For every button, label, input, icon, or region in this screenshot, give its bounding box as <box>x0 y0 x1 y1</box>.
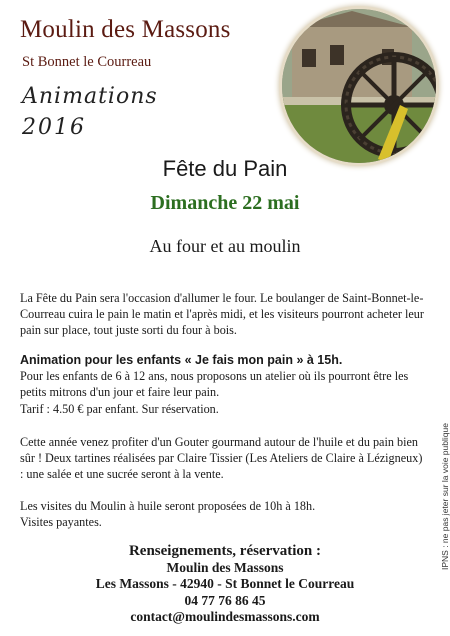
mill-photo <box>279 6 439 166</box>
contact-name: Moulin des Massons <box>166 560 284 575</box>
location-subtitle: St Bonnet le Courreau <box>22 54 152 70</box>
snack-paragraph: Cette année venez profiter d'un Gouter gourmand autour de l'huile et du pain bien sûr ! Deux tartines réalisées par Claire Tissier (Les Ateliers de Claire à Lézigneux) : une salée et une sucrée seront à la vente. <box>20 435 423 482</box>
contact-email: contact@moulindesmassons.com <box>130 609 320 625</box>
mill-photo-illustration <box>282 9 436 163</box>
animations-script-text: Animations <box>22 84 158 109</box>
page-title: Moulin des Massons <box>20 16 231 43</box>
intro-paragraph: La Fête du Pain sera l'occasion d'allumer le four. Le boulanger de Saint-Bonnet-le-Courreau cuira le pain le matin et l'après midi, et les visiteurs pourront acheter leur pain sur place, tout juste sorti du four à bois. <box>20 291 424 338</box>
kids-workshop-price: Tarif : 4.50 € par enfant. Sur réservation. <box>20 401 219 416</box>
visits-paid: Visites payantes. <box>20 515 102 530</box>
contact-phone: 04 77 76 86 45 <box>184 592 266 608</box>
contact-block <box>0 542 450 626</box>
event-date: Dimanche 22 mai <box>150 192 300 214</box>
kids-workshop-title: Animation pour les enfants « Je fais mon pain » à 15h. <box>20 353 343 367</box>
visits-hours: Les visites du Moulin à huile seront proposées de 10h à 18h. <box>20 499 316 513</box>
visits-paragraph <box>20 498 424 530</box>
event-tagline: Au four et au moulin <box>149 236 301 256</box>
kids-workshop-body: Pour les enfants de 6 à 12 ans, nous proposons un atelier où ils pourront être les petits mitrons d'un jour et faire leur pain. <box>20 369 409 400</box>
year-script-text: 2016 <box>22 115 86 140</box>
event-title: Fête du Pain <box>162 156 288 181</box>
kids-workshop-paragraph <box>20 352 424 417</box>
contact-heading: Renseignements, réservation : <box>128 543 322 559</box>
ipns-side-note: IPNS : ne pas jeter sur la voie publique <box>440 423 450 570</box>
contact-address: Les Massons - 42940 - St Bonnet le Courreau <box>95 576 355 592</box>
